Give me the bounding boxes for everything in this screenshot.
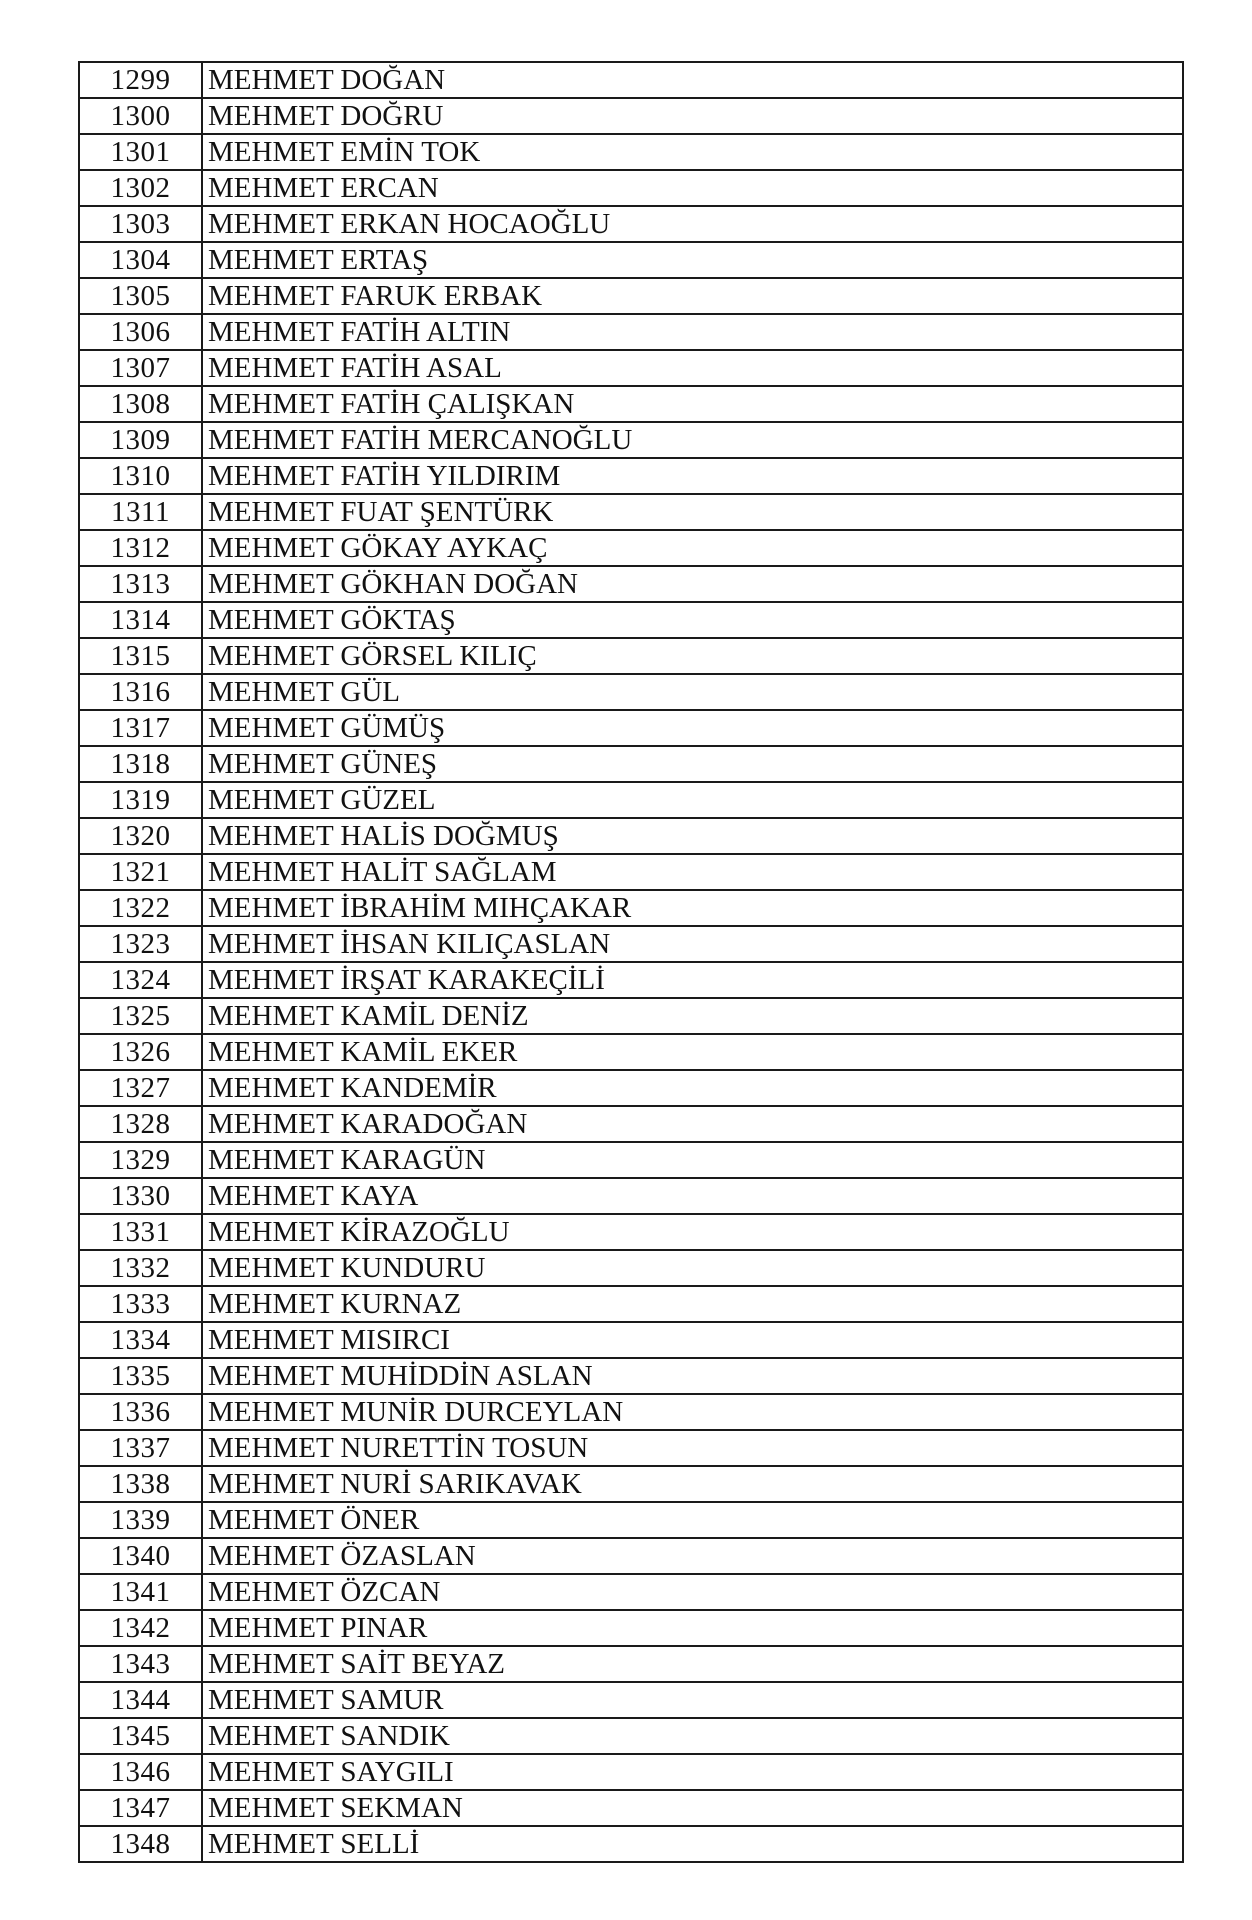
- table-row: [79, 1646, 1183, 1682]
- person-name: MEHMET SELLİ: [202, 1826, 1183, 1862]
- table-row: [79, 638, 1183, 674]
- person-name: MEHMET SAİT BEYAZ: [202, 1646, 1183, 1682]
- table-row: [79, 998, 1183, 1034]
- person-name: MEHMET KAMİL DENİZ: [202, 998, 1183, 1034]
- row-number: 1324: [79, 962, 202, 998]
- row-number: 1320: [79, 818, 202, 854]
- table-row: [79, 1682, 1183, 1718]
- table-row: [79, 494, 1183, 530]
- person-name: MEHMET KANDEMİR: [202, 1070, 1183, 1106]
- row-number: 1342: [79, 1610, 202, 1646]
- person-name: MEHMET FATİH ÇALIŞKAN: [202, 386, 1183, 422]
- row-number: 1322: [79, 890, 202, 926]
- row-number: 1301: [79, 134, 202, 170]
- row-number: 1315: [79, 638, 202, 674]
- table-row: [79, 1250, 1183, 1286]
- person-name: MEHMET FARUK ERBAK: [202, 278, 1183, 314]
- row-number: 1313: [79, 566, 202, 602]
- person-name: MEHMET ÖZCAN: [202, 1574, 1183, 1610]
- table-row: [79, 818, 1183, 854]
- person-name: MEHMET EMİN TOK: [202, 134, 1183, 170]
- table-row: [79, 854, 1183, 890]
- table-row: [79, 1754, 1183, 1790]
- table-row: [79, 962, 1183, 998]
- person-name: MEHMET GÜL: [202, 674, 1183, 710]
- person-name: MEHMET İHSAN KILIÇASLAN: [202, 926, 1183, 962]
- person-name: MEHMET KARAGÜN: [202, 1142, 1183, 1178]
- table-row: [79, 1574, 1183, 1610]
- table-row: [79, 1322, 1183, 1358]
- person-name: MEHMET KAMİL EKER: [202, 1034, 1183, 1070]
- row-number: 1337: [79, 1430, 202, 1466]
- table-row: [79, 1286, 1183, 1322]
- person-name: MEHMET KAYA: [202, 1178, 1183, 1214]
- row-number: 1316: [79, 674, 202, 710]
- person-name: MEHMET NURİ SARIKAVAK: [202, 1466, 1183, 1502]
- table-row: [79, 278, 1183, 314]
- table-row: [79, 1214, 1183, 1250]
- name-list-table: [78, 61, 1184, 1863]
- person-name: MEHMET GÖKTAŞ: [202, 602, 1183, 638]
- row-number: 1323: [79, 926, 202, 962]
- row-number: 1329: [79, 1142, 202, 1178]
- person-name: MEHMET NURETTİN TOSUN: [202, 1430, 1183, 1466]
- table-row: [79, 1430, 1183, 1466]
- person-name: MEHMET SEKMAN: [202, 1790, 1183, 1826]
- person-name: MEHMET İBRAHİM MIHÇAKAR: [202, 890, 1183, 926]
- row-number: 1344: [79, 1682, 202, 1718]
- row-number: 1306: [79, 314, 202, 350]
- table-row: [79, 746, 1183, 782]
- person-name: MEHMET MUNİR DURCEYLAN: [202, 1394, 1183, 1430]
- table-row: [79, 1358, 1183, 1394]
- person-name: MEHMET FATİH MERCANOĞLU: [202, 422, 1183, 458]
- table-row: [79, 1610, 1183, 1646]
- row-number: 1318: [79, 746, 202, 782]
- row-number: 1330: [79, 1178, 202, 1214]
- table-body: [79, 62, 1183, 1862]
- table-row: [79, 1034, 1183, 1070]
- row-number: 1328: [79, 1106, 202, 1142]
- person-name: MEHMET MISIRCI: [202, 1322, 1183, 1358]
- row-number: 1319: [79, 782, 202, 818]
- person-name: MEHMET GÖKAY AYKAÇ: [202, 530, 1183, 566]
- person-name: MEHMET PINAR: [202, 1610, 1183, 1646]
- table-row: [79, 170, 1183, 206]
- table-row: [79, 710, 1183, 746]
- row-number: 1321: [79, 854, 202, 890]
- row-number: 1331: [79, 1214, 202, 1250]
- person-name: MEHMET KİRAZOĞLU: [202, 1214, 1183, 1250]
- table-row: [79, 350, 1183, 386]
- person-name: MEHMET ERTAŞ: [202, 242, 1183, 278]
- row-number: 1312: [79, 530, 202, 566]
- row-number: 1345: [79, 1718, 202, 1754]
- row-number: 1303: [79, 206, 202, 242]
- person-name: MEHMET MUHİDDİN ASLAN: [202, 1358, 1183, 1394]
- person-name: MEHMET KARADOĞAN: [202, 1106, 1183, 1142]
- person-name: MEHMET ÖNER: [202, 1502, 1183, 1538]
- table-row: [79, 1790, 1183, 1826]
- person-name: MEHMET FATİH ALTIN: [202, 314, 1183, 350]
- row-number: 1334: [79, 1322, 202, 1358]
- person-name: MEHMET HALİS DOĞMUŞ: [202, 818, 1183, 854]
- row-number: 1314: [79, 602, 202, 638]
- person-name: MEHMET SAMUR: [202, 1682, 1183, 1718]
- row-number: 1300: [79, 98, 202, 134]
- row-number: 1317: [79, 710, 202, 746]
- person-name: MEHMET SAYGILI: [202, 1754, 1183, 1790]
- row-number: 1311: [79, 494, 202, 530]
- person-name: MEHMET DOĞRU: [202, 98, 1183, 134]
- row-number: 1307: [79, 350, 202, 386]
- table-row: [79, 242, 1183, 278]
- row-number: 1333: [79, 1286, 202, 1322]
- row-number: 1339: [79, 1502, 202, 1538]
- person-name: MEHMET FATİH YILDIRIM: [202, 458, 1183, 494]
- row-number: 1336: [79, 1394, 202, 1430]
- table-row: [79, 1502, 1183, 1538]
- table-row: [79, 1538, 1183, 1574]
- table-row: [79, 206, 1183, 242]
- row-number: 1327: [79, 1070, 202, 1106]
- person-name: MEHMET İRŞAT KARAKEÇİLİ: [202, 962, 1183, 998]
- table-row: [79, 674, 1183, 710]
- row-number: 1347: [79, 1790, 202, 1826]
- person-name: MEHMET KUNDURU: [202, 1250, 1183, 1286]
- person-name: MEHMET GÖKHAN DOĞAN: [202, 566, 1183, 602]
- row-number: 1310: [79, 458, 202, 494]
- table-row: [79, 602, 1183, 638]
- table-row: [79, 422, 1183, 458]
- person-name: MEHMET GÖRSEL KILIÇ: [202, 638, 1183, 674]
- row-number: 1335: [79, 1358, 202, 1394]
- row-number: 1305: [79, 278, 202, 314]
- row-number: 1308: [79, 386, 202, 422]
- table-row: [79, 926, 1183, 962]
- person-name: MEHMET ERKAN HOCAOĞLU: [202, 206, 1183, 242]
- row-number: 1302: [79, 170, 202, 206]
- person-name: MEHMET HALİT SAĞLAM: [202, 854, 1183, 890]
- table-row: [79, 1718, 1183, 1754]
- table-row: [79, 314, 1183, 350]
- person-name: MEHMET SANDIK: [202, 1718, 1183, 1754]
- person-name: MEHMET ÖZASLAN: [202, 1538, 1183, 1574]
- table-row: [79, 1106, 1183, 1142]
- table-row: [79, 1070, 1183, 1106]
- person-name: MEHMET FATİH ASAL: [202, 350, 1183, 386]
- row-number: 1340: [79, 1538, 202, 1574]
- table-row: [79, 1826, 1183, 1862]
- table-row: [79, 386, 1183, 422]
- table-row: [79, 98, 1183, 134]
- row-number: 1346: [79, 1754, 202, 1790]
- row-number: 1348: [79, 1826, 202, 1862]
- person-name: MEHMET ERCAN: [202, 170, 1183, 206]
- table-row: [79, 1142, 1183, 1178]
- table-row: [79, 62, 1183, 98]
- table-row: [79, 1178, 1183, 1214]
- table-row: [79, 782, 1183, 818]
- table-row: [79, 134, 1183, 170]
- person-name: MEHMET FUAT ŞENTÜRK: [202, 494, 1183, 530]
- table-row: [79, 458, 1183, 494]
- row-number: 1343: [79, 1646, 202, 1682]
- table-row: [79, 1394, 1183, 1430]
- row-number: 1299: [79, 62, 202, 98]
- row-number: 1325: [79, 998, 202, 1034]
- table-row: [79, 530, 1183, 566]
- row-number: 1304: [79, 242, 202, 278]
- row-number: 1341: [79, 1574, 202, 1610]
- row-number: 1326: [79, 1034, 202, 1070]
- person-name: MEHMET GÜZEL: [202, 782, 1183, 818]
- person-name: MEHMET GÜNEŞ: [202, 746, 1183, 782]
- table-row: [79, 566, 1183, 602]
- row-number: 1309: [79, 422, 202, 458]
- row-number: 1338: [79, 1466, 202, 1502]
- person-name: MEHMET KURNAZ: [202, 1286, 1183, 1322]
- row-number: 1332: [79, 1250, 202, 1286]
- table-row: [79, 890, 1183, 926]
- person-name: MEHMET GÜMÜŞ: [202, 710, 1183, 746]
- person-name: MEHMET DOĞAN: [202, 62, 1183, 98]
- table-row: [79, 1466, 1183, 1502]
